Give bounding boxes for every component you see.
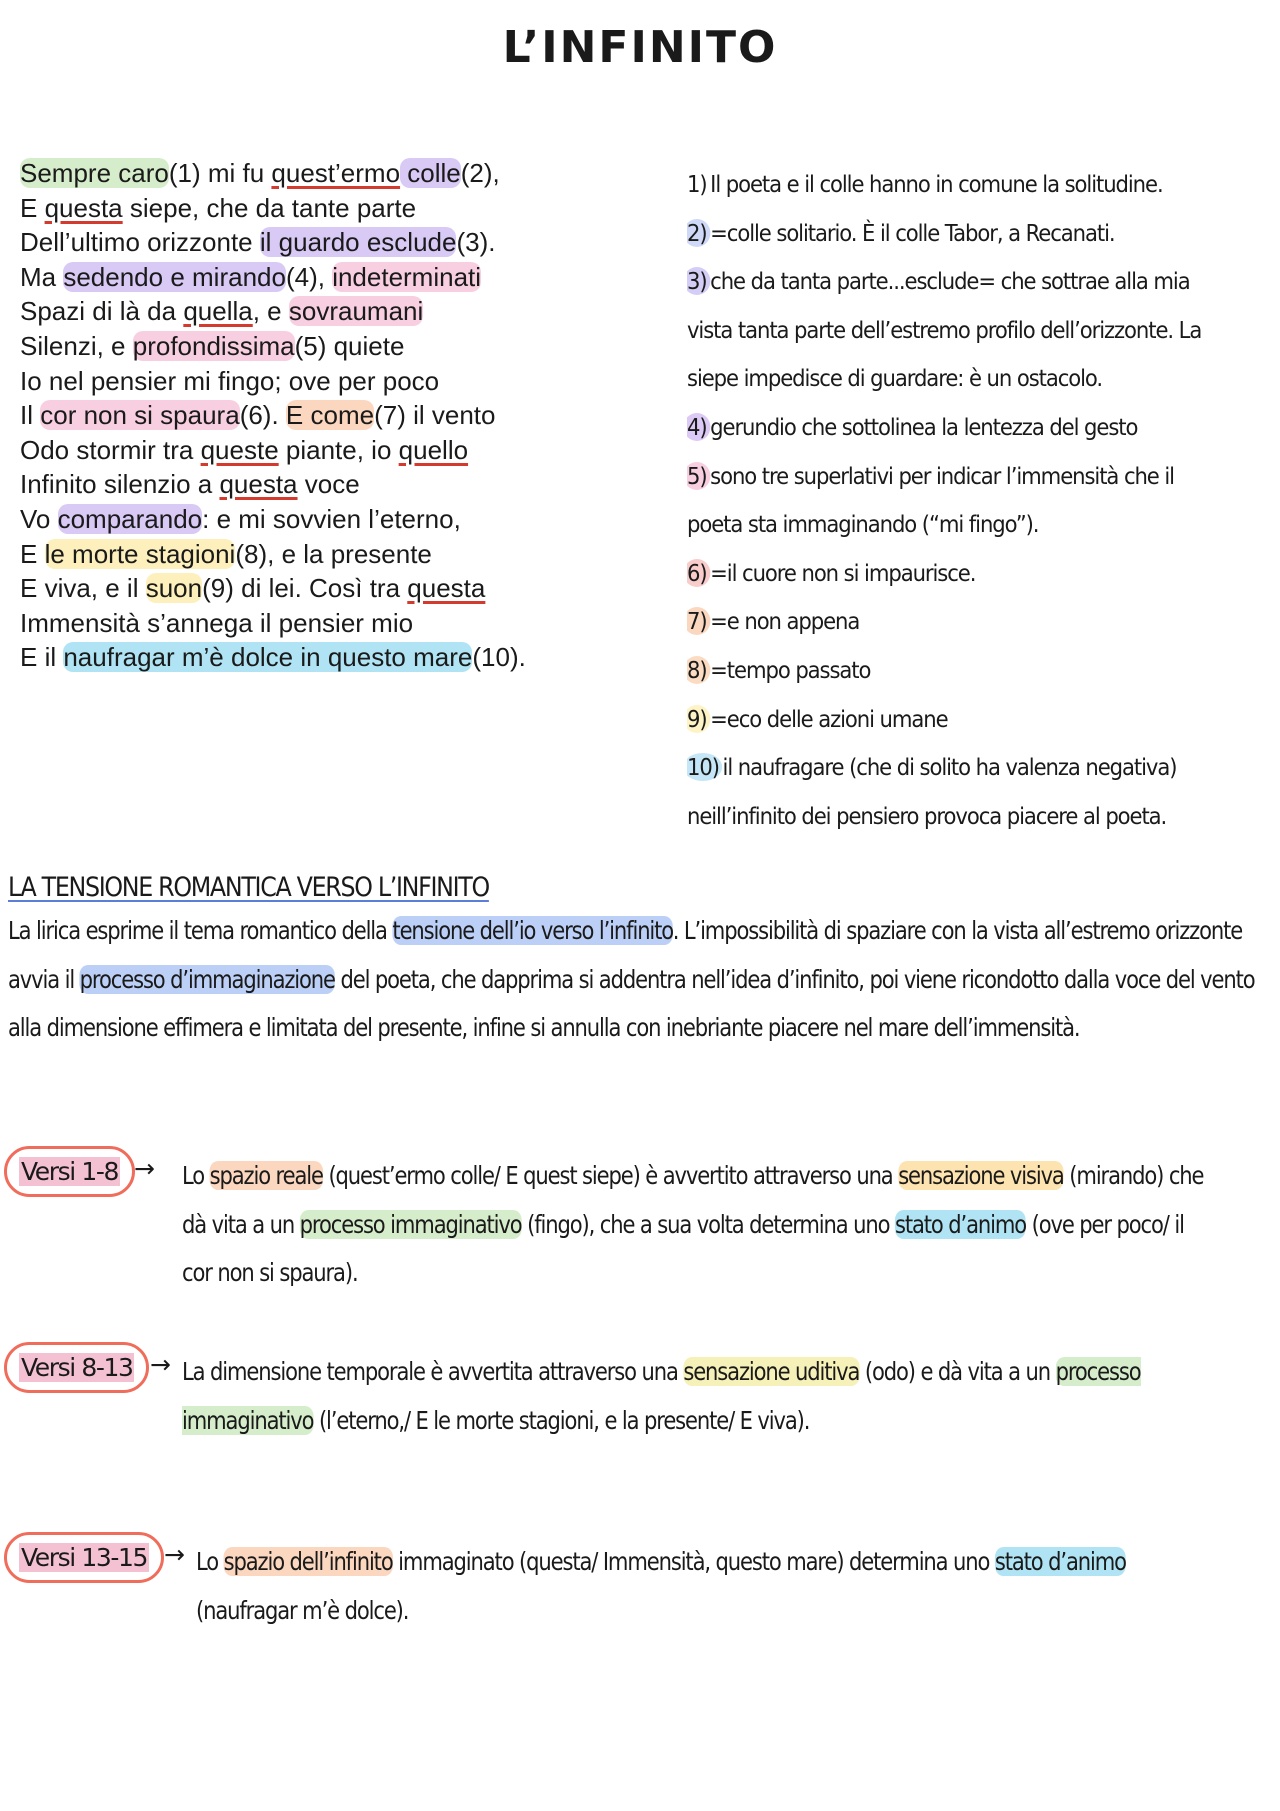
underlined-word: questa [219,469,298,500]
footnote: neill’infinito dei pensiero provoca piacere al poeta. [687,801,1167,830]
underlined-word: quella [183,296,253,327]
poem-line: E le morte stagioni(8), e la presente [20,538,432,569]
highlighted-words: Sempre caro [20,158,169,188]
section-title-text: LA TENSIONE ROMANTICA VERSO L’INFINITO [8,872,489,903]
footnote: 5) sono tre superlativi per indicar l’immensità che il [687,452,1218,501]
poem-line: Io nel pensier mi fingo; ove per poco [20,365,440,396]
highlighted-words: naufragar m’è dolce in questo mare [63,642,473,673]
poem-line: Sempre caro(1) mi fu quest’ermo colle(2), [20,158,500,188]
versi-label: Versi 13-15 [21,1543,147,1572]
footnote: siepe impedisce di guardare: è un ostacolo. [687,364,1103,393]
body-text: La lirica esprime il tema romantico della [8,916,393,945]
highlighted-words: indeterminati [332,261,482,292]
versi-label: Versi 1-8 [21,1157,118,1186]
poem [20,156,660,675]
highlight-tensione: tensione dell’io verso l’infinito [392,916,673,945]
footnote: vista tanta parte dell’estremo profilo dell’orizzonte. La [687,315,1202,344]
footnote: 3) che da tanta parte...esclude= che sottrae alla mia [687,257,1218,306]
versi-text [182,1348,1214,1445]
poem-line: Infinito silenzio a questa voce [20,469,360,500]
highlight-processo: processo d’immaginazione [79,964,335,994]
poem-line: Odo stormir tra queste piante, io quello [20,434,469,465]
text: La dimensione temporale è avvertita attraverso una [182,1357,684,1386]
footnote-number: 6) [687,559,710,587]
highlight: spazio reale [209,1161,323,1190]
footnote-number: 3) [687,267,710,295]
footnote-number: 2) [687,219,710,247]
underlined-word: quest’ermo [271,158,401,188]
highlighted-words: E come [285,400,375,431]
highlighted-words: sovraumani [288,296,424,327]
highlight: processo immaginativo [299,1209,522,1239]
versi-text [182,1152,1214,1298]
underlined-word: quello [398,434,469,465]
footnote-number: 4) [687,413,710,441]
poem-line: Silenzi, e profondissima(5) quiete [20,330,405,361]
footnote-number: 8) [687,656,710,684]
underlined-word: queste [200,434,279,465]
arrow-icon: → [150,1350,171,1379]
text: Lo [182,1161,210,1190]
poem-line: Vo comparando: e mi sovvien l’eterno, [20,503,461,534]
underlined-word: questa [44,192,123,223]
footnote: 1) Il poeta e il colle hanno in comune la solitudine. [687,160,1218,209]
footnote: 8) =tempo passato [687,646,1218,695]
footnote-number: 7) [687,607,710,635]
versi-label: Versi 8-13 [21,1353,133,1382]
poem-line: Immensità s’annega il pensier mio [20,607,414,638]
footnotes [687,160,1277,840]
poem-line: Ma sedendo e mirando(4), indeterminati [20,261,482,292]
footnote: poeta sta immaginando (“mi fingo”). [687,510,1039,539]
footnote: 2) =colle solitario. È il colle Tabor, a Recanati. [687,209,1218,258]
highlight: sensazione visiva [898,1161,1064,1190]
highlighted-words: colle [400,158,461,188]
poem-line: E il naufragar m’è dolce in questo mare(10). [20,642,526,673]
footnote: 10) il naufragare (che di solito ha valenza negativa) [687,743,1218,792]
poem-line: Spazi di là da quella, e sovraumani [20,296,424,327]
versi-label-circle [4,1532,164,1583]
underlined-word: questa [407,573,486,604]
footnote: 6) =il cuore non si impaurisce. [687,549,1218,598]
arrow-icon: → [164,1540,185,1569]
page-title: L’INFINITO [502,22,778,73]
highlighted-words: suon [145,573,203,604]
footnote: 9) =eco delle azioni umane [687,695,1218,744]
text: (quest’ermo colle/ E quest siepe) è avvertito attraverso una [322,1161,899,1190]
highlight: stato d’animo [894,1209,1027,1239]
poem-line: E questa siepe, che da tante parte [20,192,417,223]
text: immaginato (questa/ Immensità, questo mare) determina uno [392,1547,995,1576]
highlight: spazio dell’infinito [223,1547,393,1576]
highlight: sensazione uditiva [683,1357,860,1386]
versi-text [196,1538,1228,1635]
footnote: 4) gerundio che sottolinea la lentezza del gesto [687,403,1218,452]
text: Lo [196,1547,224,1576]
highlight: processo immaginativo [182,1357,1141,1435]
text: (odo) e dà vita a un [859,1357,1056,1386]
highlighted-words: le morte stagioni [44,538,236,569]
poem-line: E viva, e il suon(9) di lei. Così tra questa [20,573,486,604]
footnote-number: 9) [687,705,710,733]
text: (ove per poco/ il cor non si spaura). [182,1209,1184,1288]
section-tensione [8,872,1270,1053]
highlighted-words: comparando [57,503,203,534]
section-body [8,907,1264,1053]
body-text: . L’impossibilità di spaziare con la vista all’estremo orizzonte avvia il [8,916,1243,994]
text: (naufragar m’è dolce). [196,1595,409,1625]
highlight: stato d’animo [994,1547,1126,1576]
footnote-number: 5) [687,462,710,490]
versi-label-circle [4,1146,135,1197]
versi-label-circle [4,1342,149,1393]
footnote: 7) =e non appena [687,597,1218,646]
text: (mirando) che dà vita a un [182,1161,1204,1239]
text: (fingo), che a sua volta determina uno [521,1209,895,1239]
arrow-icon: → [134,1154,155,1183]
poem-line: Dell’ultimo orizzonte il guardo esclude(3). [20,227,496,258]
section-title [8,872,1119,903]
body-text: del poeta, che dapprima si addentra nell’idea d’infinito, poi viene ricondotto dalla voce del vento alla dimensione effimera e limitata del presente, infine si annulla con inebriante piacere nel mare dell’immensità. [8,964,1255,1043]
highlighted-words: cor non si spaura [40,400,240,431]
highlighted-words: profondissima [132,330,295,361]
highlighted-words: il guardo esclude [259,227,457,258]
footnote-number: 10) [687,753,723,781]
highlighted-words: sedendo e mirando [63,261,286,292]
footnote-number: 1) [687,170,710,198]
text: (l’eterno,/ E le morte stagioni, e la presente/ E viva). [313,1405,810,1435]
poem-line: Il cor non si spaura(6). E come(7) il vento [20,400,496,431]
